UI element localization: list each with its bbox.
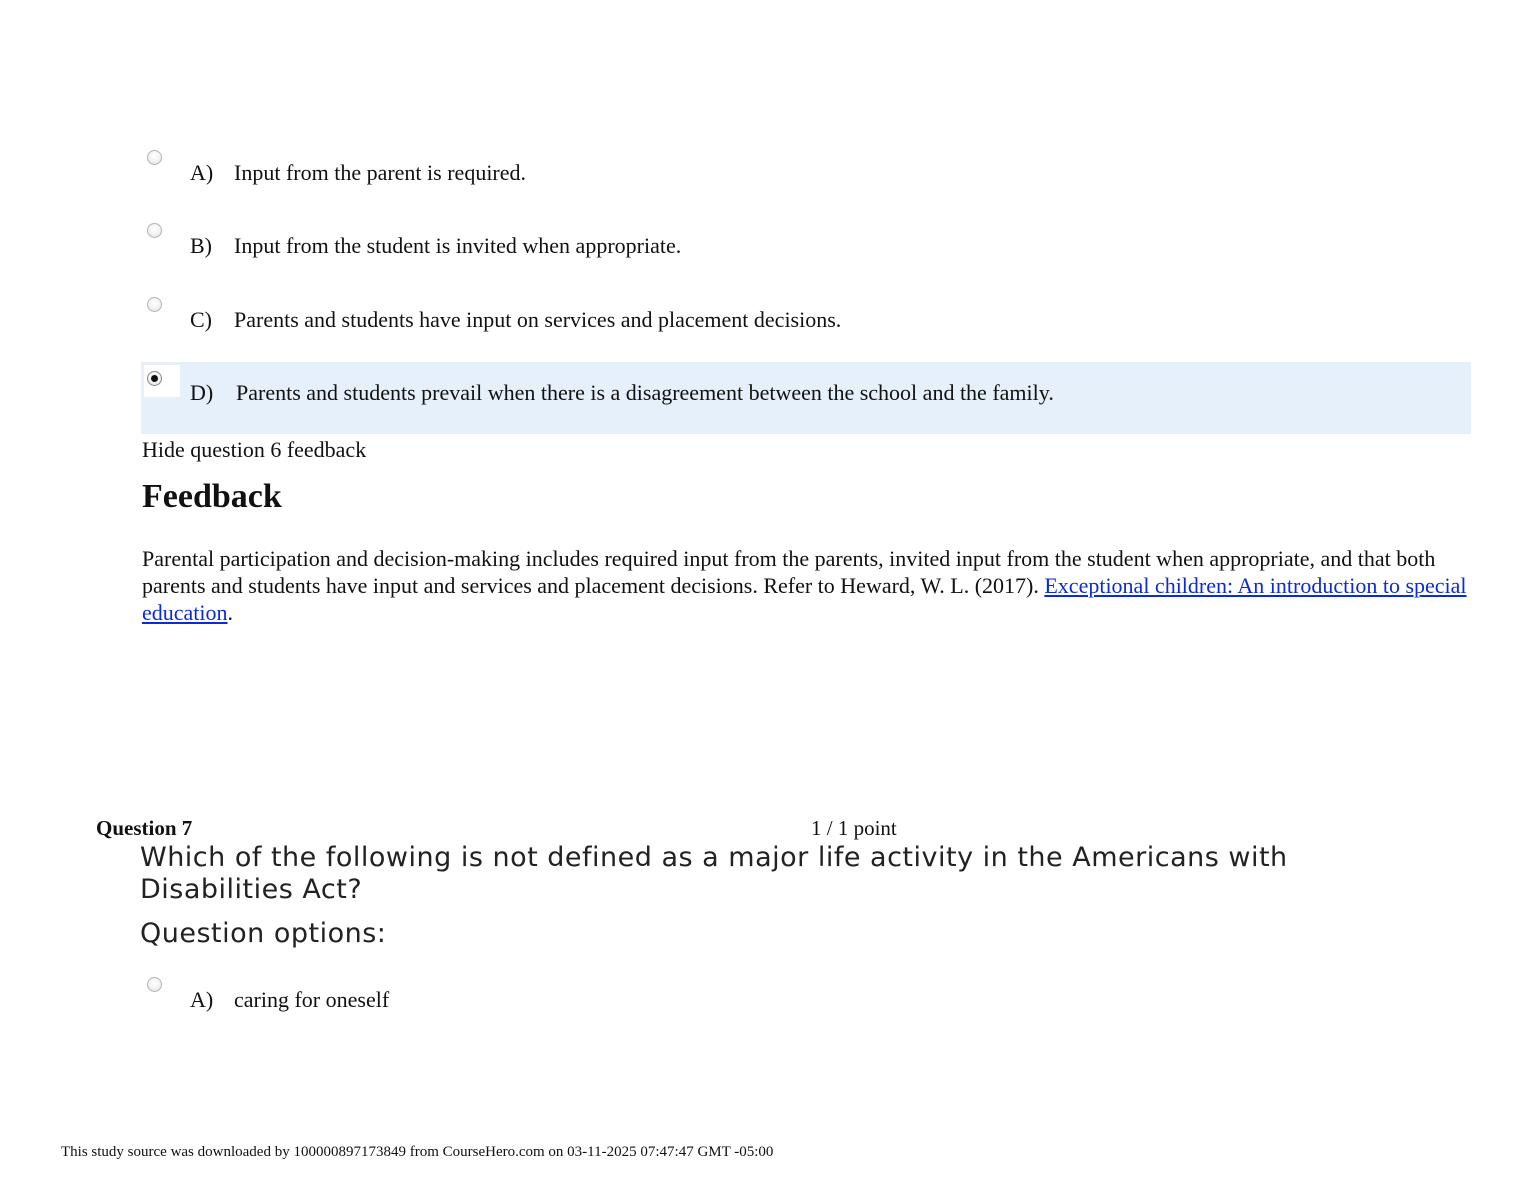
option-letter: A)	[190, 160, 214, 185]
radio-unchecked-icon[interactable]	[147, 297, 162, 312]
radio-frame	[144, 365, 180, 397]
option-text: Input from the student is invited when appropriate.	[234, 233, 682, 258]
option-text: caring for oneself	[234, 987, 390, 1012]
question-options-label: Question options:	[140, 918, 387, 949]
feedback-body	[142, 545, 1472, 626]
question-points: 1 / 1 point	[811, 816, 897, 840]
option-letter: C)	[190, 307, 212, 332]
q7-option-a[interactable]	[141, 969, 1471, 1041]
option-text: Parents and students have input on services and placement decisions.	[234, 307, 842, 332]
question-text: Which of the following is not defined as a major life activity in the Americans with Disabilities Act?	[140, 842, 1288, 905]
hide-feedback-toggle[interactable]: Hide question 6 feedback	[142, 437, 367, 462]
reference-link[interactable]: Exceptional children: An introduction to special education	[142, 573, 1467, 625]
q6-option-d-selected[interactable]	[141, 362, 1471, 434]
radio-unchecked-icon[interactable]	[147, 977, 162, 992]
option-letter: B)	[190, 233, 212, 258]
radio-checked-icon[interactable]	[147, 371, 162, 386]
question-title: Question 7	[96, 816, 193, 840]
option-text: Input from the parent is required.	[234, 160, 527, 185]
option-letter: D)	[190, 380, 214, 405]
option-letter: A)	[190, 987, 214, 1012]
radio-unchecked-icon[interactable]	[147, 223, 162, 238]
q6-option-a[interactable]	[141, 142, 1471, 214]
radio-unchecked-icon[interactable]	[147, 150, 162, 165]
q6-option-b[interactable]	[141, 215, 1471, 287]
feedback-heading: Feedback	[142, 478, 282, 515]
option-text: Parents and students prevail when there is a disagreement between the school and the family.	[236, 380, 1054, 405]
q6-option-c[interactable]	[141, 289, 1471, 361]
feedback-trailing: .	[227, 600, 234, 625]
feedback-text: Parental participation and decision-making includes required input from the parents, invited input from the student when appropriate, and that both parents and students have input and services and placement decisions. Refer to Heward, W. L. (2017).	[142, 546, 1436, 598]
download-footer: This study source was downloaded by 100000897173849 from CourseHero.com on 03-11-2025 07:47:47 GMT -05:00	[61, 1144, 774, 1160]
